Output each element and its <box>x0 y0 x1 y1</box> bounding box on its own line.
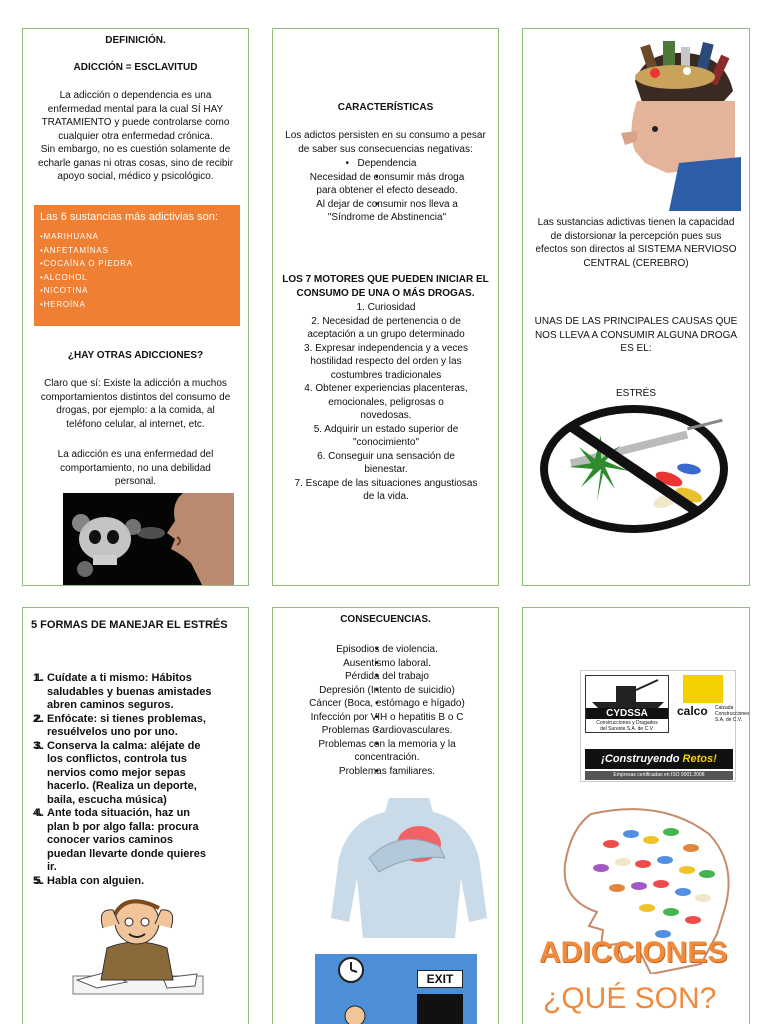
other-addictions-title: ¿HAY OTRAS ADICCIONES? <box>67 350 204 361</box>
causes-line: NOS LLEVA A CONSUMIR ALGUNA DROGA <box>534 329 738 341</box>
exit-cartoon-image <box>315 954 477 1024</box>
consecuencia-text: • Ausentismo laboral. <box>343 657 431 669</box>
caracteristicas-list <box>287 157 487 225</box>
intro-line: de saber sus consecuencias negativas: <box>298 143 473 155</box>
motor-item <box>279 301 493 315</box>
substance-item: •NICOTINA <box>40 286 89 295</box>
panel-caracteristicas <box>272 28 499 586</box>
motor-text: 1. Curiosidad <box>356 302 416 313</box>
effect-line: CENTRAL (CEREBRO) <box>583 257 689 269</box>
estres-list <box>33 672 245 888</box>
cydssa-subtitle <box>586 720 668 732</box>
estres-text: Cuídate a ti mismo: Hábitos <box>47 672 192 684</box>
estres-text: Conserva la calma: aléjate de <box>47 739 201 752</box>
other-addictions-text <box>23 377 248 431</box>
consecuencia-text: • Cáncer (Boca, estómago e hígado) <box>309 698 465 709</box>
calco-sub-line: S.A. de C.V. <box>715 717 743 723</box>
estres-text: los conflictos, controla tus <box>47 753 187 765</box>
caracteristica-text: • Al dejar de consumir nos lleva a <box>316 198 458 210</box>
substance-item: •MARIHUANA <box>40 232 99 241</box>
other-line: teléfono celular, al internet, etc. <box>66 418 205 430</box>
substances-box <box>34 205 240 326</box>
no-drugs-image <box>539 405 729 533</box>
def-line: enfermedad mental para la cual SÍ HAY <box>47 103 224 115</box>
consecuencia-item <box>287 643 487 657</box>
consecuencia-text: • Problemas familiares. <box>338 765 436 777</box>
consecuencia-item <box>287 738 487 765</box>
motor-text: 4. Obtener experiencias placenteras, <box>304 383 468 394</box>
panel-estres <box>22 607 249 1024</box>
caracteristicas-intro <box>273 129 498 156</box>
estres-text: ir. <box>47 861 57 873</box>
consecuencia-item <box>287 684 487 698</box>
consecuencias-title: CONSECUENCIAS. <box>340 614 431 625</box>
estres-text: conocer varios caminos <box>47 834 173 846</box>
motor-text: bienestar. <box>364 464 408 475</box>
consecuencia-item <box>287 724 487 738</box>
motor-item <box>279 382 493 423</box>
panel-efectos <box>522 28 750 586</box>
estres-text: Ante toda situación, haz un <box>47 807 191 819</box>
calco-sub-line: Construcciones <box>715 711 750 717</box>
cydssa-sub-line: Construcciones y Dragados <box>596 720 658 726</box>
other-line: comportamientos distintos del consumo de <box>40 391 231 403</box>
disease-text <box>23 448 248 489</box>
effect-line: efectos son directos al SISTEMA NERVIOSO <box>535 244 737 255</box>
panel-portada <box>522 607 750 1024</box>
effects-text <box>523 216 749 270</box>
motor-item <box>279 477 493 504</box>
estres-item <box>33 807 245 875</box>
stress-label: ESTRÉS <box>615 388 656 399</box>
def-line: TRATAMIENTO y puede controlarse como <box>41 117 230 128</box>
consecuencia-text: • Episodios de violencia. <box>336 644 438 655</box>
estres-text: plan b por algo falla: procura <box>47 820 199 833</box>
calco-logo <box>675 675 750 733</box>
effect-line: de distorsionar la percepción pues sus <box>550 230 722 242</box>
caracteristica-item <box>287 157 487 171</box>
cover-title-line1: ADICCIONES <box>539 936 728 969</box>
slogan-bar <box>585 749 733 769</box>
clock-exit-icon <box>315 954 477 1024</box>
consecuencia-text: • Problemas con la memoria y la <box>318 738 456 750</box>
motor-text: emocionales, peligrosas o <box>328 396 444 408</box>
substance-item: •ALCOHOL <box>40 272 88 282</box>
sponsor-logos <box>580 670 750 782</box>
stressed-man-icon <box>67 888 207 998</box>
slogan-text: ¡Construyendo <box>601 753 683 765</box>
calco-subtitle <box>715 705 749 723</box>
motor-text: costumbres tradicionales <box>330 369 442 381</box>
smoke-skull-image <box>63 493 234 586</box>
estres-text: baila, escucha música) <box>47 793 167 806</box>
substances-list <box>40 230 234 311</box>
motores-title-line: LOS 7 MOTORES QUE PUEDEN INICIAR EL <box>282 274 489 285</box>
estres-text: Habla con alguien. <box>47 874 145 887</box>
motor-item <box>279 450 493 477</box>
estres-text: Enfócate: si tienes problemas, <box>47 712 206 725</box>
definition-text <box>23 89 248 184</box>
def-line: La adicción o dependencia es una <box>59 90 212 101</box>
cydssa-sub-line: del Sureste S.A. de C.V. <box>600 726 654 732</box>
adiccion-equation: ADICCIÓN = ESCLAVITUD <box>73 62 198 73</box>
consecuencia-text: • Infección por VIH o hepatitis B o C <box>310 711 464 723</box>
motor-item <box>279 342 493 383</box>
disease-line: personal. <box>114 476 157 487</box>
estres-num: 5. 5. <box>33 874 43 887</box>
no-drugs-sign-icon <box>539 405 729 533</box>
consecuencias-list <box>287 643 487 778</box>
estres-item <box>33 712 245 740</box>
consecuencia-text: • Problemas Cardiovasculares. <box>321 725 453 736</box>
def-line: apoyo social, médico y psicológico. <box>57 171 214 182</box>
substance-item: •ANFETAMÍNAS <box>40 245 109 255</box>
other-line: Claro que sí: Existe la adicción a muchos <box>44 378 227 389</box>
consecuencia-item <box>287 697 487 711</box>
iso-banner: Empresas certificadas en ISO 9001:2008 <box>585 771 733 780</box>
intro-line: Los adictos persisten en su consumo a pesar <box>285 130 486 141</box>
substance-item: •COCAÍNA O PIEDRA <box>40 259 133 268</box>
motor-text: novedosas. <box>360 410 412 421</box>
definicion-title: DEFINICIÓN. <box>105 35 166 46</box>
calco-yellow-block <box>683 675 723 703</box>
estres-num: 1. 1. <box>33 672 43 684</box>
consecuencia-text: • Depresión (Intento de suicidio) <box>319 684 455 696</box>
brain-drugs-image <box>615 41 741 211</box>
motor-text: 2. Necesidad de pertenencia o de <box>311 315 461 327</box>
motor-text: 6. Conseguir una sensación de <box>317 450 455 462</box>
caracteristica-item <box>287 171 487 198</box>
consecuencia-text: • Pérdida del trabajo <box>345 671 429 682</box>
motor-text: 5. Adquirir un estado superior de <box>313 423 459 435</box>
motor-text: hostilidad respecto del orden y las <box>310 356 462 367</box>
dredger-ship-icon <box>586 676 670 710</box>
panel-definicion <box>22 28 249 586</box>
motor-item <box>279 423 493 450</box>
def-line: cualquier otra enfermedad crónica. <box>58 130 213 142</box>
chest-pain-image <box>329 798 489 938</box>
caracteristica-item <box>287 198 487 225</box>
causes-line: UNAS DE LAS PRINCIPALES CAUSAS QUE <box>534 316 738 327</box>
panel-consecuencias <box>272 607 499 1024</box>
cover-title-line2: ¿QUÉ SON? <box>543 982 717 1015</box>
estres-num: 2. 2. <box>33 712 43 725</box>
consecuencia-item <box>287 670 487 684</box>
estres-item <box>33 672 245 713</box>
calco-name: calco <box>677 704 708 718</box>
consecuencia-text: concentración. <box>354 752 420 763</box>
exit-sign: EXIT <box>417 970 463 988</box>
consecuencia-item <box>287 711 487 725</box>
other-line: drogas, por ejemplo: a la comida, al <box>56 405 215 416</box>
substance-item: •HEROÍNA <box>40 299 86 309</box>
consecuencia-item <box>287 657 487 671</box>
caracteristica-text: Dependencia <box>357 158 417 169</box>
calco-sub-line: Calzada <box>715 705 734 711</box>
motores-list <box>279 301 493 504</box>
disease-line: comportamiento, no una debilidad <box>60 462 211 474</box>
caracteristicas-title: CARACTERÍSTICAS <box>337 102 434 113</box>
caracteristica-text: "Síndrome de Abstinencia" <box>327 212 447 223</box>
motor-text: "conocimiento" <box>352 437 420 448</box>
causes-text <box>523 315 749 356</box>
effect-line: Las sustancias adictivas tienen la capacidad <box>537 217 735 228</box>
caracteristica-text: • Necesidad de consumir más droga <box>309 171 465 183</box>
cydssa-name: CYDSSA <box>586 708 668 719</box>
caracteristica-text: para obtener el efecto deseado. <box>316 185 458 196</box>
estres-num: 3. 3. <box>33 739 43 752</box>
substances-box-title: Las 6 sustancias más adictivias son: <box>40 211 218 223</box>
motor-text: 3. Expresar independencia y a veces <box>304 342 468 354</box>
def-line: Sin embargo, no es cuestión solamente de <box>40 144 231 155</box>
causes-line: ES EL: <box>620 343 652 354</box>
estres-text: nervios como mejor sepas <box>47 766 186 779</box>
motor-item <box>279 315 493 342</box>
stressed-man-image <box>67 888 207 998</box>
estres-title: 5 FORMAS DE MANEJAR EL ESTRÉS <box>31 619 228 631</box>
motor-text: 7. Escape de las situaciones angustiosas <box>294 477 478 489</box>
slogan-highlight: Retos! <box>682 753 717 765</box>
head-drugs-icon <box>615 41 741 211</box>
cydssa-logo <box>585 675 669 733</box>
disease-line: La adicción es una enfermedad del <box>57 449 214 460</box>
estres-text: resuélvelos uno por uno. <box>47 726 178 738</box>
consecuencia-item <box>287 765 487 779</box>
smoke-skull-icon <box>63 493 234 586</box>
estres-text: hacerlo. (Realiza un deporte, <box>47 780 197 792</box>
motor-text: aceptación a un grupo determinado <box>307 329 465 340</box>
motor-text: de la vida. <box>363 491 409 502</box>
estres-item <box>33 874 245 889</box>
motores-title <box>273 273 498 300</box>
estres-item <box>33 739 245 808</box>
estres-text: abren caminos seguros. <box>47 699 174 711</box>
estres-num: 4. 4. <box>33 807 43 819</box>
estres-text: puedan llevarte donde quieres <box>47 847 206 860</box>
motores-title-line: CONSUMO DE UNA O MÁS DROGAS. <box>296 287 475 299</box>
torso-heart-icon <box>329 798 489 938</box>
def-line: echarle ganas ni otras cosas, sino de recibir <box>37 157 234 169</box>
estres-text: saludables y buenas amistades <box>47 685 212 698</box>
